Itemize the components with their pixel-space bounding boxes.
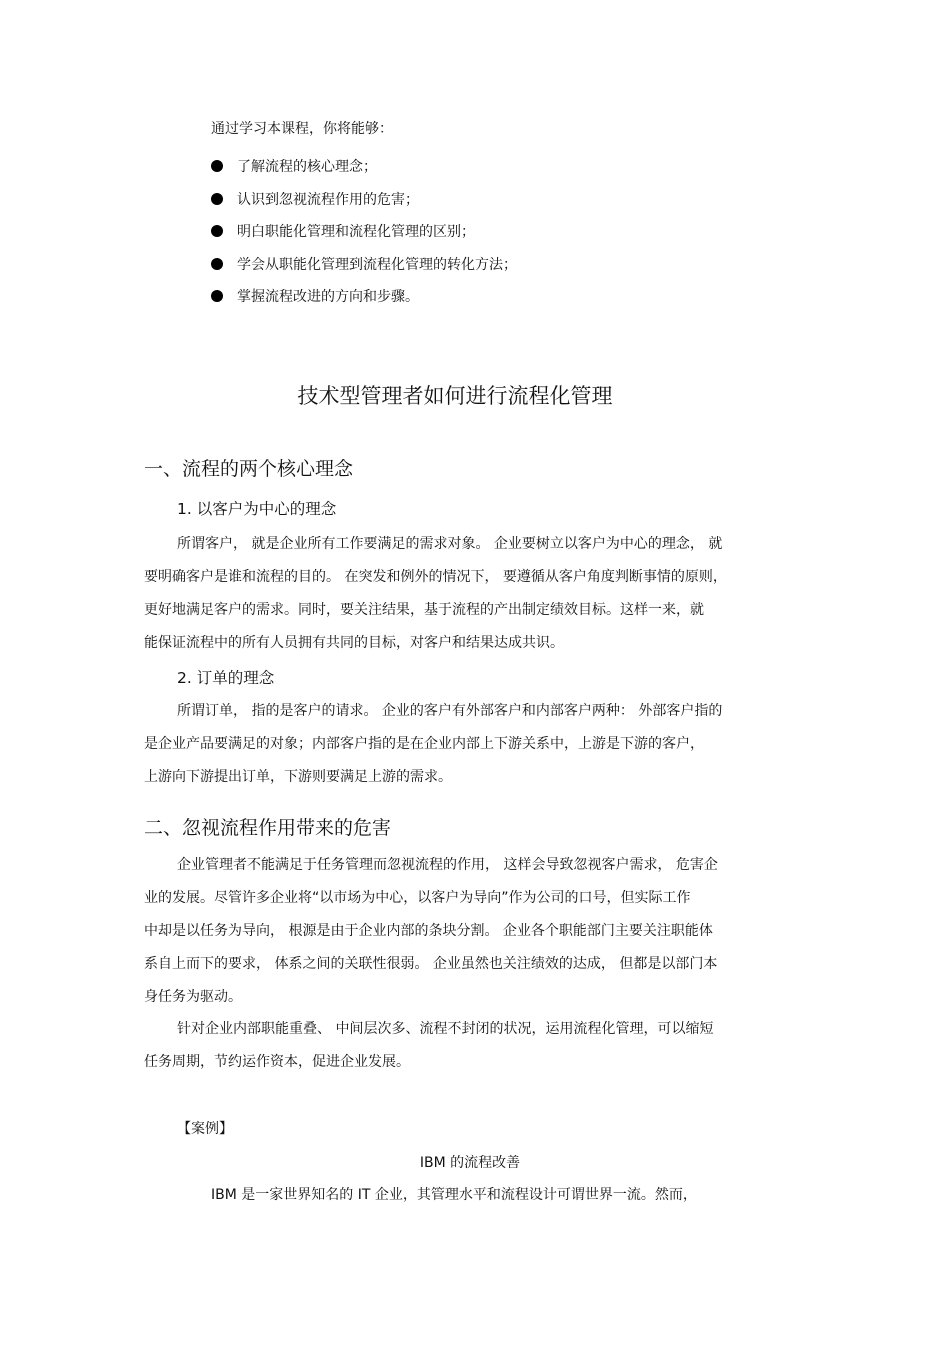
list-item: 明白职能化管理和流程化管理的区别；: [211, 215, 517, 248]
bullet-icon: [211, 193, 223, 205]
document-title: 技术型管理者如何进行流程化管理: [297, 384, 613, 408]
case-label: 【案例】: [177, 1121, 233, 1137]
subsection2-heading: 2. 订单的理念: [177, 669, 275, 687]
subsection1-heading: 1. 以客户为中心的理念: [177, 500, 337, 518]
bullet-icon: [211, 290, 223, 302]
case-text: IBM 是一家世界知名的 IT 企业，其管理水平和流程设计可谓世界一流。然而，: [211, 1187, 697, 1203]
bullet-icon: [211, 160, 223, 172]
list-item: 学会从职能化管理到流程化管理的转化方法；: [211, 248, 517, 281]
case-title: IBM 的流程改善: [419, 1155, 521, 1171]
list-item: 了解流程的核心理念；: [211, 150, 517, 183]
section2-heading: 二、忽视流程作用带来的危害: [144, 817, 392, 839]
section1-heading: 一、流程的两个核心理念: [144, 458, 354, 480]
subsection2-paragraph: 所谓订单， 指的是客户的请求。 企业的客户有外部客户和内部客户两种： 外部客户指的 是企业产品要满足的对象；内部客户指的是在企业内部上下游关系中，上游是下游的客户， 上游向下游提出订单，下游则要满足上游的需求。: [144, 703, 723, 785]
list-item: 掌握流程改进的方向和步骤。: [211, 280, 517, 313]
bullet-icon: [211, 258, 223, 270]
list-item: 认识到忽视流程作用的危害；: [211, 183, 517, 216]
intro-text: 通过学习本课程，你将能够：: [211, 121, 393, 137]
section2-paragraph-1: 企业管理者不能满足于任务管理而忽视流程的作用， 这样会导致忽视客户需求， 危害企 业的发展。尽管许多企业将“以市场为中心，以客户为导向”作为公司的口号，但实际工作 中却是以任务为导向， 根源是由于企业内部的条块分割。 企业各个职能部门主要关注职能体 系自上而下的要求， 体系之间的关联性很弱。 企业虽然也关注绩效的达成， 但都是以部门本 身任务为驱动。: [144, 857, 718, 1005]
bullet-icon: [211, 225, 223, 237]
section2-paragraph-2: 针对企业内部职能重叠、 中间层次多、流程不封闭的状况，运用流程化管理，可以缩短 任务周期，节约运作资本，促进企业发展。: [144, 1021, 714, 1070]
objectives-list: [211, 150, 517, 313]
subsection1-paragraph: 所谓客户， 就是企业所有工作要满足的需求对象。 企业要树立以客户为中心的理念， 就 要明确客户是谁和流程的目的。 在突发和例外的情况下， 要遵循从客户角度判断事情的原则， 更好地满足客户的需求。同时，要关注结果，基于流程的产出制定绩效目标。这样一来，就 能保证流程中的所有人员拥有共同的目标，对客户和结果达成共识。: [144, 536, 727, 651]
